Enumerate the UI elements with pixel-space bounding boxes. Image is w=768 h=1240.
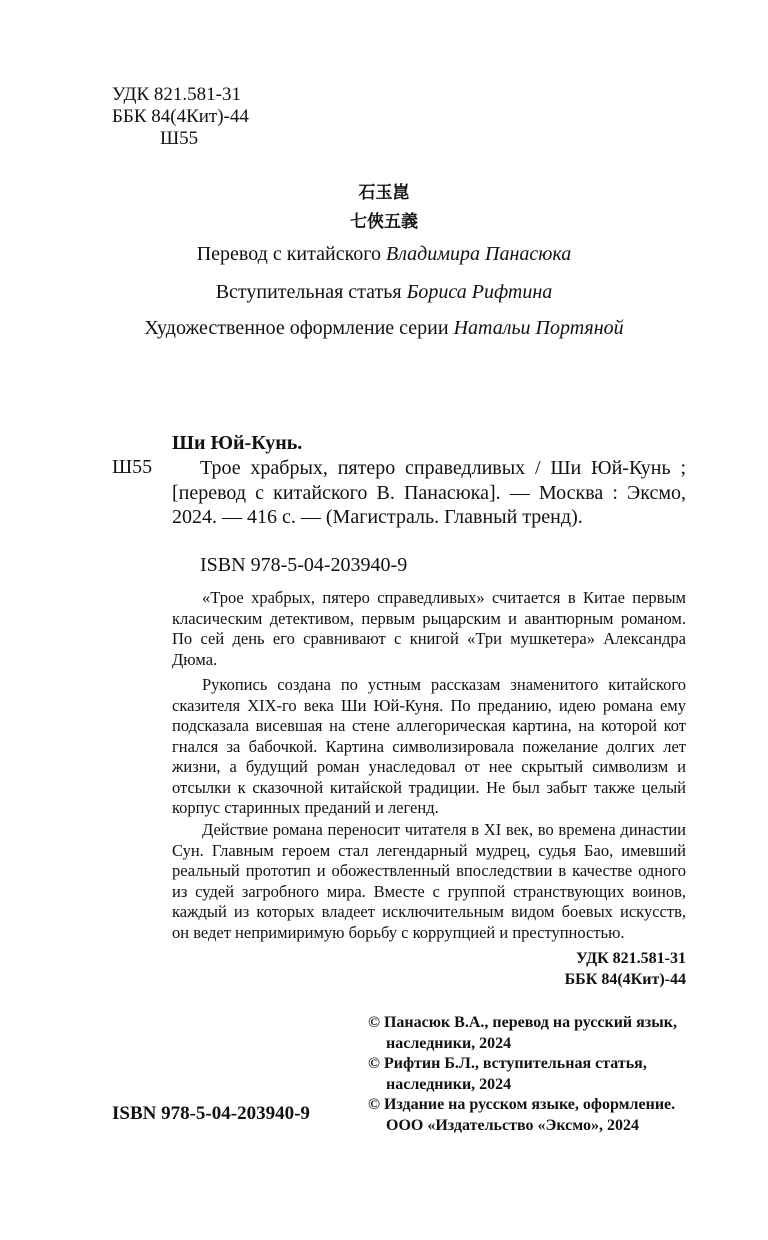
catalog-isbn: ISBN 978-5-04-203940-9	[200, 554, 408, 576]
udk-code: УДК 821.581-31	[575, 950, 686, 967]
bottom-isbn: ISBN 978-5-04-203940-9	[112, 1103, 310, 1124]
classification-codes-bottom	[380, 948, 686, 990]
copyright-line: © Панасюк В.А., перевод на русский язык, наследники, 2024	[368, 1014, 677, 1052]
designer-name: Натальи Портяной	[453, 317, 624, 339]
copyright-line: © Издание на русском языке, оформление. ООО «Издательство «Эксмо», 2024	[368, 1096, 676, 1134]
foreword-author-name: Бориса Рифтина	[406, 281, 553, 303]
annotation-paragraph: Рукопись создана по устным рассказам знаменитого китайского сказителя XIX-го века Ши Юй-Куня. По преданию, идею романа ему подсказала висевшая на стене аллегорическая картина, на которой кот гнался за бабочкой. Картина символизировала пожелание долгих лет жизни, а будущий роман унаследовал от нее скрытый символизм и отсылки к сказочной китайской традиции. Не был забыт также целый корпус старинных преданий и легенд.	[172, 675, 686, 817]
foreword-credit: Вступительная статья Бориса Рифтина	[215, 281, 553, 303]
udk-code: УДК 821.581-31	[112, 84, 241, 105]
translator-name: Владимира Панасюка	[385, 243, 572, 265]
catalog-shelf-mark: Ш55	[112, 456, 153, 478]
translator-credit: Перевод с китайского Владимира Панасюка	[196, 243, 572, 265]
catalog-author: Ши Юй-Кунь.	[172, 432, 303, 454]
bbk-code: ББК 84(4Кит)-44	[112, 106, 249, 127]
copyright-block	[368, 1013, 698, 1136]
series-design-credit: Художественное оформление серии Натальи Портяной	[144, 317, 624, 339]
copyright-line: © Рифтин Б.Л., вступительная статья, наследники, 2024	[368, 1055, 647, 1093]
chinese-title: 七俠五義	[350, 212, 418, 232]
classification-codes-top	[112, 84, 249, 150]
annotation-paragraph: «Трое храбрых, пятеро справедливых» считается в Китае первым класическим детективом, первым рыцарским и авантюрным романом. По сей день его сравнивают с книгой «Три мушкетера» Александра Дюма.	[172, 588, 686, 669]
chinese-author: 石玉崑	[358, 183, 410, 203]
bibliographic-description: Трое храбрых, пятеро справедливых / Ши Юй-Кунь ; [перевод с китайского В. Панасюка]. — Москва : Эксмо, 2024. — 416 с. — (Магистраль. Главный тренд).	[172, 457, 686, 528]
bbk-code: ББК 84(4Кит)-44	[564, 971, 686, 988]
author-mark: Ш55	[160, 128, 199, 149]
annotation-paragraph: Действие романа переносит читателя в XI век, во времена династии Сун. Главным героем стал легендарный мудрец, судья Бао, имевший реальный прототип и обожествленный впоследствии в качестве одного из судей загробного мира. Вместе с группой странствующих воинов, каждый из которых владеет исключительным видом боевых искусств, он ведет непримиримую борьбу с коррупцией и преступностью.	[172, 820, 686, 942]
